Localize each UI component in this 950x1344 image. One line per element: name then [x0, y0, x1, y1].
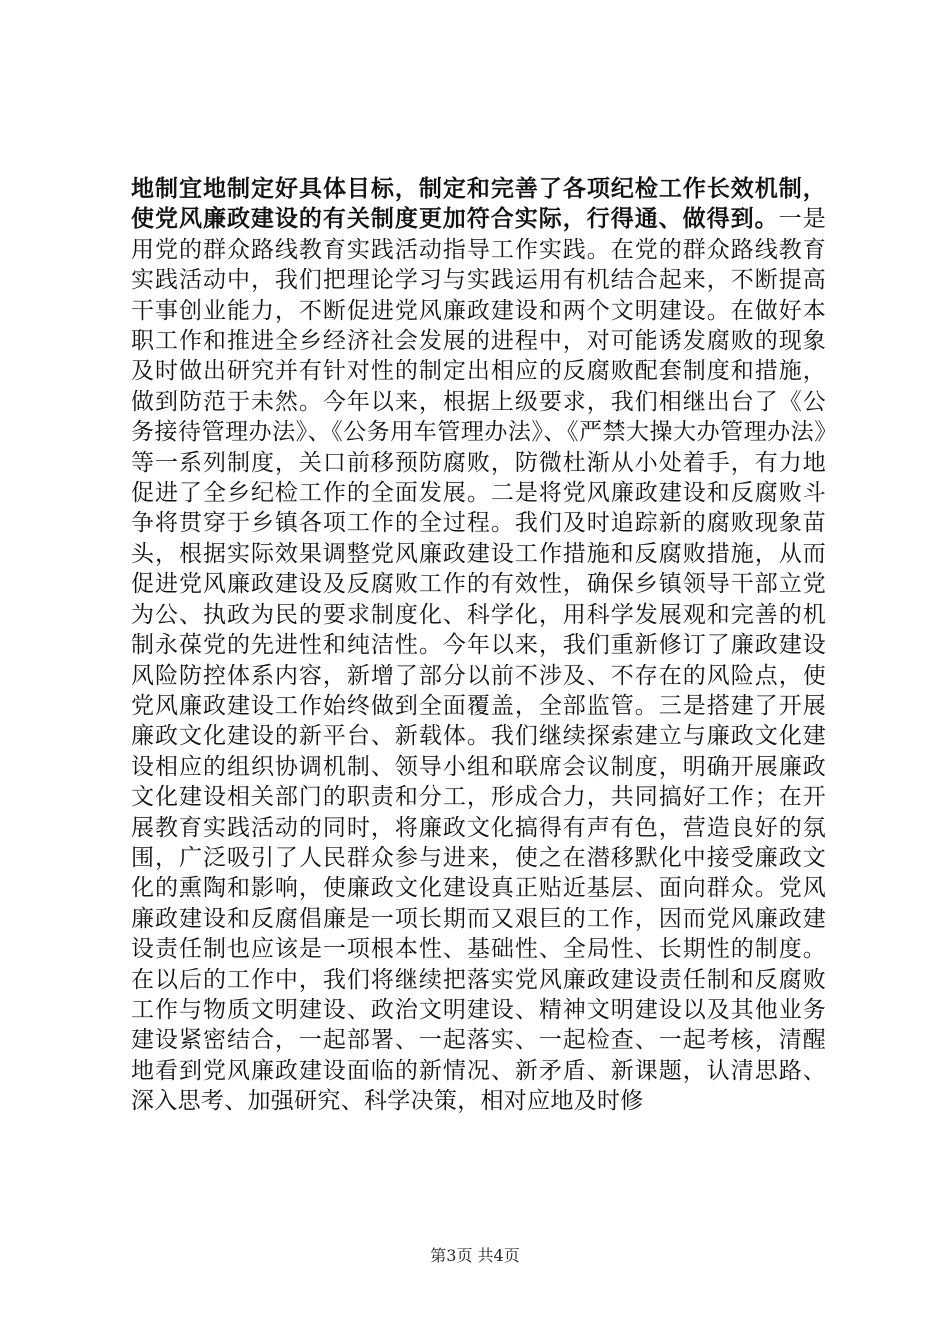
bold-lead-text: 地制宜地制定好具体目标，制定和完善了各项纪检工作长效机制，使党风廉政建设的有关制度更加符合实际，行得通、做得到。 — [131, 176, 826, 233]
body-text — [131, 174, 826, 1117]
page-footer: 第3页 共4页 — [430, 1246, 520, 1265]
paragraph-text: 一是用党的群众路线教育实践活动指导工作实践。在党的群众路线教育实践活动中，我们把理论学习与实践运用有机结合起来，不断提高干事创业能力，不断促进党风廉政建设和两个文明建设。在做好本职工作和推进全乡经济社会发展的进程中，对可能诱发腐败的现象及时做出研究并有针对性的制定出相应的反腐败配套制度和措施，做到防范于未然。今年以来，根据上级要求，我们相继出台了《公务接待管理办法》、《公务用车管理办法》、《严禁大操大办管理办法》等一系列制度，关口前移预防腐败，防微杜渐从小处着手，有力地促进了全乡纪检工作的全面发展。二是将党风廉政建设和反腐败斗争将贯穿于乡镇各项工作的全过程。我们及时追踪新的腐败现象苗头，根据实际效果调整党风廉政建设工作措施和反腐败措施，从而促进党风廉政建设及反腐败工作的有效性，确保乡镇领导干部立党为公、执政为民的要求制度化、科学化，用科学发展观和完善的机制永葆党的先进性和纯洁性。今年以来，我们重新修订了廉政建设风险防控体系内容，新增了部分以前不涉及、不存在的风险点，使党风廉政建设工作始终做到全面覆盖，全部监管。三是搭建了开展廉政文化建设的新平台、新载体。我们继续探索建立与廉政文化建设相应的组织协调机制、领导小组和联席会议制度，明确开展廉政文化建设相关部门的职责和分工，形成合力，共同搞好工作；在开展教育实践活动的同时，将廉政文化搞得有声有色，营造良好的氛围，广泛吸引了人民群众参与进来，使之在潜移默化中接受廉政文化的熏陶和影响，使廉政文化建设真正贴近基层、面向群众。党风廉政建设和反腐倡廉是一项长期而又艰巨的工作，因而党风廉政建设责任制也应该是一项根本性、基础性、全局性、长期性的制度。在以后的工作中，我们将继续把落实党风廉政建设责任制和反腐败工作与物质文明建设、政治文明建设、精神文明建设以及其他业务建设紧密结合，一起部署、一起落实、一起检查、一起考核，清醒地看到党风廉政建设面临的新情况、新矛盾、新课题，认清思路、深入思考、加强研究、科学决策，相对应地及时修 — [131, 206, 826, 1115]
